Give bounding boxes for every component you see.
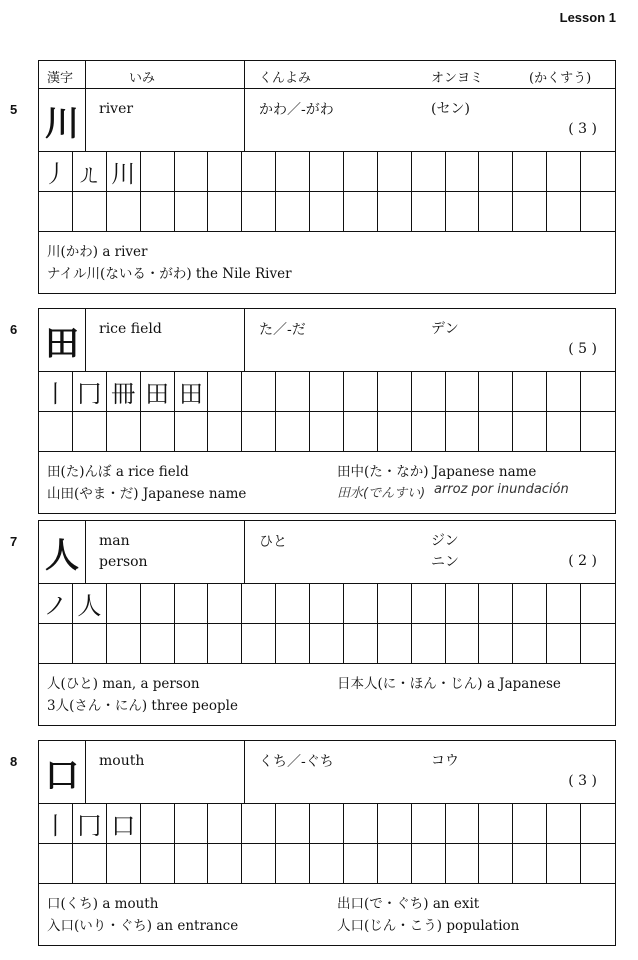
practice-cell[interactable] — [378, 584, 412, 624]
entry-number: 5 — [10, 102, 18, 117]
practice-cell[interactable] — [581, 844, 615, 884]
practice-cell[interactable] — [276, 192, 310, 232]
practice-cell[interactable] — [479, 584, 513, 624]
practice-cell[interactable] — [208, 844, 242, 884]
practice-cell[interactable] — [310, 804, 344, 844]
practice-cell[interactable] — [581, 372, 615, 412]
practice-cell[interactable] — [513, 624, 547, 664]
practice-cell[interactable] — [208, 192, 242, 232]
onyomi — [431, 751, 459, 772]
stroke-order-cell: 冂 — [73, 372, 107, 412]
header-kunyomi: くんよみ — [259, 71, 312, 86]
example-line: 田(た)んぼ a rice field — [47, 464, 189, 480]
header-onyomi: オンヨミ — [431, 71, 484, 86]
onyomi-line: (セン) — [431, 101, 470, 117]
practice-cell[interactable] — [141, 804, 175, 844]
entry-number: 6 — [10, 322, 18, 337]
stroke-count: ( 3 ) — [568, 121, 597, 137]
kanji-character: 川 — [39, 89, 86, 151]
practice-cell[interactable] — [344, 372, 378, 412]
practice-cell[interactable] — [276, 412, 310, 452]
stroke-order-cell: 人 — [73, 584, 107, 624]
practice-cell[interactable] — [547, 844, 581, 884]
practice-cell[interactable] — [141, 624, 175, 664]
kunyomi: た／-だ — [259, 322, 306, 338]
practice-cell[interactable] — [107, 624, 141, 664]
column-header — [38, 60, 616, 88]
practice-cell[interactable] — [175, 624, 209, 664]
practice-cell[interactable] — [310, 152, 344, 192]
example-line: 山田(やま・だ) Japanese name — [47, 486, 247, 502]
meaning — [99, 531, 148, 573]
practice-cell[interactable] — [581, 804, 615, 844]
practice-cell[interactable] — [581, 152, 615, 192]
onyomi-line: デン — [431, 321, 459, 337]
kunyomi: かわ／-がわ — [259, 102, 334, 118]
practice-cell[interactable] — [276, 804, 310, 844]
practice-cell[interactable] — [107, 412, 141, 452]
practice-cell[interactable] — [242, 804, 276, 844]
practice-cell[interactable] — [378, 624, 412, 664]
example-line: 人口(じん・こう) population — [337, 918, 520, 934]
header-kakusu: (かくすう) — [529, 71, 592, 86]
practice-cell[interactable] — [412, 624, 446, 664]
example-line: 川(かわ) a river — [47, 244, 148, 260]
meaning — [99, 751, 144, 772]
practice-cell[interactable] — [73, 192, 107, 232]
practice-cell[interactable] — [581, 584, 615, 624]
stroke-order-cell: ノ — [39, 584, 73, 624]
practice-cell[interactable] — [175, 804, 209, 844]
practice-cell[interactable] — [141, 844, 175, 884]
practice-cell[interactable] — [479, 624, 513, 664]
practice-cell[interactable] — [446, 584, 480, 624]
practice-cell[interactable] — [412, 584, 446, 624]
practice-cell[interactable] — [479, 192, 513, 232]
practice-cell[interactable] — [446, 412, 480, 452]
onyomi-line: ニン — [431, 554, 459, 570]
practice-cell[interactable] — [446, 192, 480, 232]
practice-cell[interactable] — [39, 844, 73, 884]
practice-cell[interactable] — [39, 192, 73, 232]
practice-cell[interactable] — [581, 192, 615, 232]
practice-cell[interactable] — [175, 152, 209, 192]
onyomi-line: ジン — [431, 533, 459, 549]
practice-cell[interactable] — [39, 624, 73, 664]
stroke-order-cell: 川 — [107, 152, 141, 192]
stroke-order-cell: 田 — [175, 372, 209, 412]
practice-cell[interactable] — [547, 624, 581, 664]
example-line: 口(くち) a mouth — [47, 896, 159, 912]
lesson-label: Lesson 1 — [559, 10, 616, 25]
meaning-line: person — [99, 554, 148, 570]
practice-cell[interactable] — [446, 152, 480, 192]
practice-cell[interactable] — [344, 584, 378, 624]
practice-cell[interactable] — [344, 804, 378, 844]
practice-cell[interactable] — [378, 412, 412, 452]
onyomi-line: コウ — [431, 753, 459, 769]
example-line: arroz por inundación — [434, 482, 569, 497]
kanji-character: 人 — [39, 521, 86, 583]
practice-cell[interactable] — [242, 624, 276, 664]
meaning-line: river — [99, 101, 134, 117]
practice-cell[interactable] — [208, 372, 242, 412]
practice-cell[interactable] — [513, 584, 547, 624]
example-line: ナイル川(ないる・がわ) the Nile River — [47, 266, 292, 282]
practice-cell[interactable] — [547, 152, 581, 192]
practice-cell[interactable] — [479, 804, 513, 844]
example-line: 入口(いり・ぐち) an entrance — [47, 918, 239, 934]
onyomi — [431, 99, 470, 120]
practice-cell[interactable] — [513, 804, 547, 844]
practice-cell[interactable] — [479, 372, 513, 412]
practice-cell[interactable] — [175, 192, 209, 232]
practice-cell[interactable] — [242, 844, 276, 884]
practice-cell[interactable] — [208, 412, 242, 452]
practice-cell[interactable] — [581, 624, 615, 664]
practice-cell[interactable] — [175, 844, 209, 884]
practice-cell[interactable] — [479, 412, 513, 452]
practice-cell[interactable] — [141, 584, 175, 624]
practice-cell[interactable] — [479, 844, 513, 884]
practice-cell[interactable] — [446, 372, 480, 412]
practice-cell[interactable] — [513, 372, 547, 412]
onyomi — [431, 531, 459, 573]
example-line: 日本人(に・ほん・じん) a Japanese — [337, 676, 561, 692]
kanji-character: 口 — [39, 741, 86, 803]
stroke-order-cell: 丨 — [39, 804, 73, 844]
practice-cell[interactable] — [208, 584, 242, 624]
practice-cell[interactable] — [344, 152, 378, 192]
practice-cell[interactable] — [412, 804, 446, 844]
example-line: 3人(さん・にん) three people — [47, 698, 238, 714]
meaning — [99, 99, 133, 120]
practice-cell[interactable] — [175, 412, 209, 452]
practice-cell[interactable] — [547, 192, 581, 232]
meaning-line: mouth — [99, 753, 145, 769]
kunyomi: くち／-ぐち — [259, 754, 334, 770]
example-line: 田水(でんすい) — [337, 486, 426, 501]
practice-cell[interactable] — [378, 152, 412, 192]
stroke-order-cell: 冂 — [73, 804, 107, 844]
stroke-order-cell: 丿 — [39, 152, 73, 192]
practice-cell[interactable] — [378, 844, 412, 884]
practice-cell[interactable] — [513, 192, 547, 232]
practice-cell[interactable] — [378, 804, 412, 844]
practice-cell[interactable] — [242, 372, 276, 412]
practice-cell[interactable] — [344, 624, 378, 664]
practice-cell[interactable] — [513, 152, 547, 192]
practice-cell[interactable] — [276, 584, 310, 624]
practice-cell[interactable] — [276, 372, 310, 412]
practice-cell[interactable] — [310, 624, 344, 664]
examples — [39, 884, 615, 945]
practice-cell[interactable] — [547, 412, 581, 452]
practice-cell[interactable] — [513, 844, 547, 884]
practice-grid — [39, 152, 615, 232]
onyomi — [431, 319, 459, 340]
practice-cell[interactable] — [276, 844, 310, 884]
meaning — [99, 319, 162, 340]
meaning-line: man — [99, 533, 130, 549]
practice-cell[interactable] — [141, 192, 175, 232]
stroke-order-cell: 口 — [107, 804, 141, 844]
practice-cell[interactable] — [547, 372, 581, 412]
practice-cell[interactable] — [310, 584, 344, 624]
practice-cell[interactable] — [107, 584, 141, 624]
practice-cell[interactable] — [208, 152, 242, 192]
kanji-entry — [38, 88, 616, 294]
kanji-entry — [38, 740, 616, 946]
practice-cell[interactable] — [344, 844, 378, 884]
practice-cell[interactable] — [107, 192, 141, 232]
kunyomi: ひと — [259, 534, 287, 550]
practice-grid — [39, 372, 615, 452]
practice-cell[interactable] — [276, 624, 310, 664]
practice-cell[interactable] — [310, 412, 344, 452]
practice-cell[interactable] — [141, 152, 175, 192]
stroke-order-cell: 丨 — [39, 372, 73, 412]
stroke-count: ( 2 ) — [568, 553, 597, 569]
practice-cell[interactable] — [208, 804, 242, 844]
practice-cell[interactable] — [446, 804, 480, 844]
practice-cell[interactable] — [242, 412, 276, 452]
examples — [39, 232, 615, 293]
practice-cell[interactable] — [141, 412, 175, 452]
practice-cell[interactable] — [242, 584, 276, 624]
entry-number: 7 — [10, 534, 18, 549]
practice-cell[interactable] — [208, 624, 242, 664]
practice-cell[interactable] — [39, 412, 73, 452]
practice-cell[interactable] — [73, 624, 107, 664]
practice-cell[interactable] — [412, 844, 446, 884]
practice-cell[interactable] — [107, 844, 141, 884]
stroke-count: ( 5 ) — [568, 341, 597, 357]
practice-grid — [39, 804, 615, 884]
example-line: 人(ひと) man, a person — [47, 676, 200, 692]
practice-cell[interactable] — [344, 412, 378, 452]
example-line: 出口(で・ぐち) an exit — [337, 896, 480, 912]
practice-cell[interactable] — [344, 192, 378, 232]
examples — [39, 664, 615, 725]
practice-cell[interactable] — [479, 152, 513, 192]
entry-number: 8 — [10, 754, 18, 769]
practice-cell[interactable] — [547, 804, 581, 844]
practice-cell[interactable] — [412, 412, 446, 452]
practice-cell[interactable] — [446, 624, 480, 664]
practice-cell[interactable] — [378, 372, 412, 412]
practice-cell[interactable] — [242, 192, 276, 232]
practice-cell[interactable] — [412, 192, 446, 232]
practice-cell[interactable] — [175, 584, 209, 624]
stroke-order-cell: ㄦ — [73, 152, 107, 192]
meaning-line: rice field — [99, 321, 162, 337]
practice-cell[interactable] — [242, 152, 276, 192]
stroke-order-cell: 田 — [141, 372, 175, 412]
practice-cell[interactable] — [310, 192, 344, 232]
kanji-entry — [38, 520, 616, 726]
practice-cell[interactable] — [310, 372, 344, 412]
practice-cell[interactable] — [412, 372, 446, 412]
examples — [39, 452, 615, 513]
practice-cell[interactable] — [412, 152, 446, 192]
practice-cell[interactable] — [581, 412, 615, 452]
practice-cell[interactable] — [513, 412, 547, 452]
kanji-character: 田 — [39, 309, 86, 371]
practice-cell[interactable] — [378, 192, 412, 232]
practice-grid — [39, 584, 615, 664]
practice-cell[interactable] — [446, 844, 480, 884]
practice-cell[interactable] — [73, 844, 107, 884]
stroke-order-cell: 冊 — [107, 372, 141, 412]
practice-cell[interactable] — [310, 844, 344, 884]
practice-cell[interactable] — [276, 152, 310, 192]
practice-cell[interactable] — [73, 412, 107, 452]
header-kanji: 漢字 — [47, 71, 74, 86]
kanji-entry — [38, 308, 616, 514]
example-line: 田中(た・なか) Japanese name — [337, 464, 537, 480]
header-imi: いみ — [129, 71, 156, 86]
stroke-count: ( 3 ) — [568, 773, 597, 789]
practice-cell[interactable] — [547, 584, 581, 624]
